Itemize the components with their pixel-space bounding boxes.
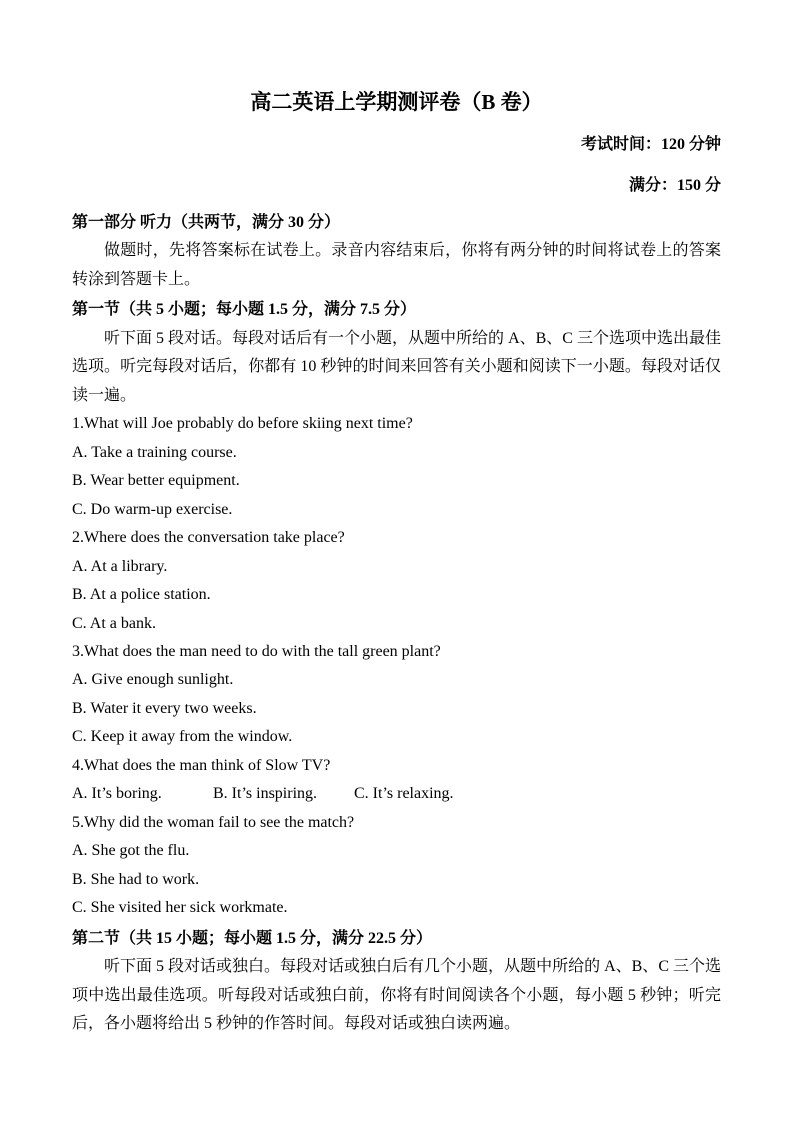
question-5-option-c: C. She visited her sick workmate. (72, 899, 288, 917)
question-1-text: 1.What will Joe probably do before skiing next time? (72, 415, 413, 433)
section1-instructions: 听下面 5 段对话。每段对话后有一个小题，从题中所给的 A、B、C 三个选项中选出最佳选项。听完每段对话后，你都有 10 秒钟的时间来回答有关小题和阅读下一小题。每段对话仅读一遍。 (72, 329, 721, 404)
part1-heading: 第一部分 听力（共两节，满分 30 分） (72, 213, 341, 231)
page-title: 高二英语上学期测评卷（B 卷） (250, 90, 543, 114)
part1-instructions: 做题时，先将答案标在试卷上。录音内容结束后，你将有两分钟的时间将试卷上的答案转涂到答题卡上。 (72, 242, 721, 288)
question-2-option-c: C. At a bank. (72, 614, 156, 632)
question-3-option-c: C. Keep it away from the window. (72, 728, 293, 746)
question-1-option-c: C. Do warm-up exercise. (72, 500, 233, 518)
full-score-line: 满分：150 分 (628, 177, 721, 195)
exam-time-line: 考试时间：120 分钟 (580, 136, 721, 154)
question-5-option-a: A. She got the flu. (72, 842, 190, 860)
question-1-option-a: A. Take a training course. (72, 443, 237, 461)
section2-heading: 第二节（共 15 小题；每小题 1.5 分，满分 22.5 分） (72, 929, 433, 947)
question-3-option-b: B. Water it every two weeks. (72, 699, 257, 717)
question-5-option-b: B. She had to work. (72, 870, 200, 888)
question-3-option-a: A. Give enough sunlight. (72, 671, 234, 689)
question-2-option-b: B. At a police station. (72, 586, 211, 604)
question-4-option-c: C. It’s relaxing. (354, 785, 454, 803)
question-2-option-a: A. At a library. (72, 557, 168, 575)
question-4-option-b: B. It’s inspiring. (213, 785, 318, 803)
question-4-text: 4.What does the man think of Slow TV? (72, 756, 331, 774)
question-4-option-a: A. It’s boring. (72, 785, 162, 803)
section2-instructions: 听下面 5 段对话或独白。每段对话或独白后有几个小题，从题中所给的 A、B、C 三个选项中选出最佳选项。听每段对话或独白前，你将有时间阅读各个小题，每小题 5 秒钟；听完后，各小题将给出 5 秒钟的作答时间。每段对话或独白读两遍。 (72, 958, 721, 1033)
question-3-text: 3.What does the man need to do with the tall green plant? (72, 643, 441, 661)
question-4-options-row (72, 780, 721, 808)
question-5-text: 5.Why did the woman fail to see the match? (72, 813, 355, 831)
question-1-option-b: B. Wear better equipment. (72, 472, 240, 490)
section1-heading: 第一节（共 5 小题；每小题 1.5 分，满分 7.5 分） (72, 301, 417, 319)
question-2-text: 2.Where does the conversation take place? (72, 529, 345, 547)
